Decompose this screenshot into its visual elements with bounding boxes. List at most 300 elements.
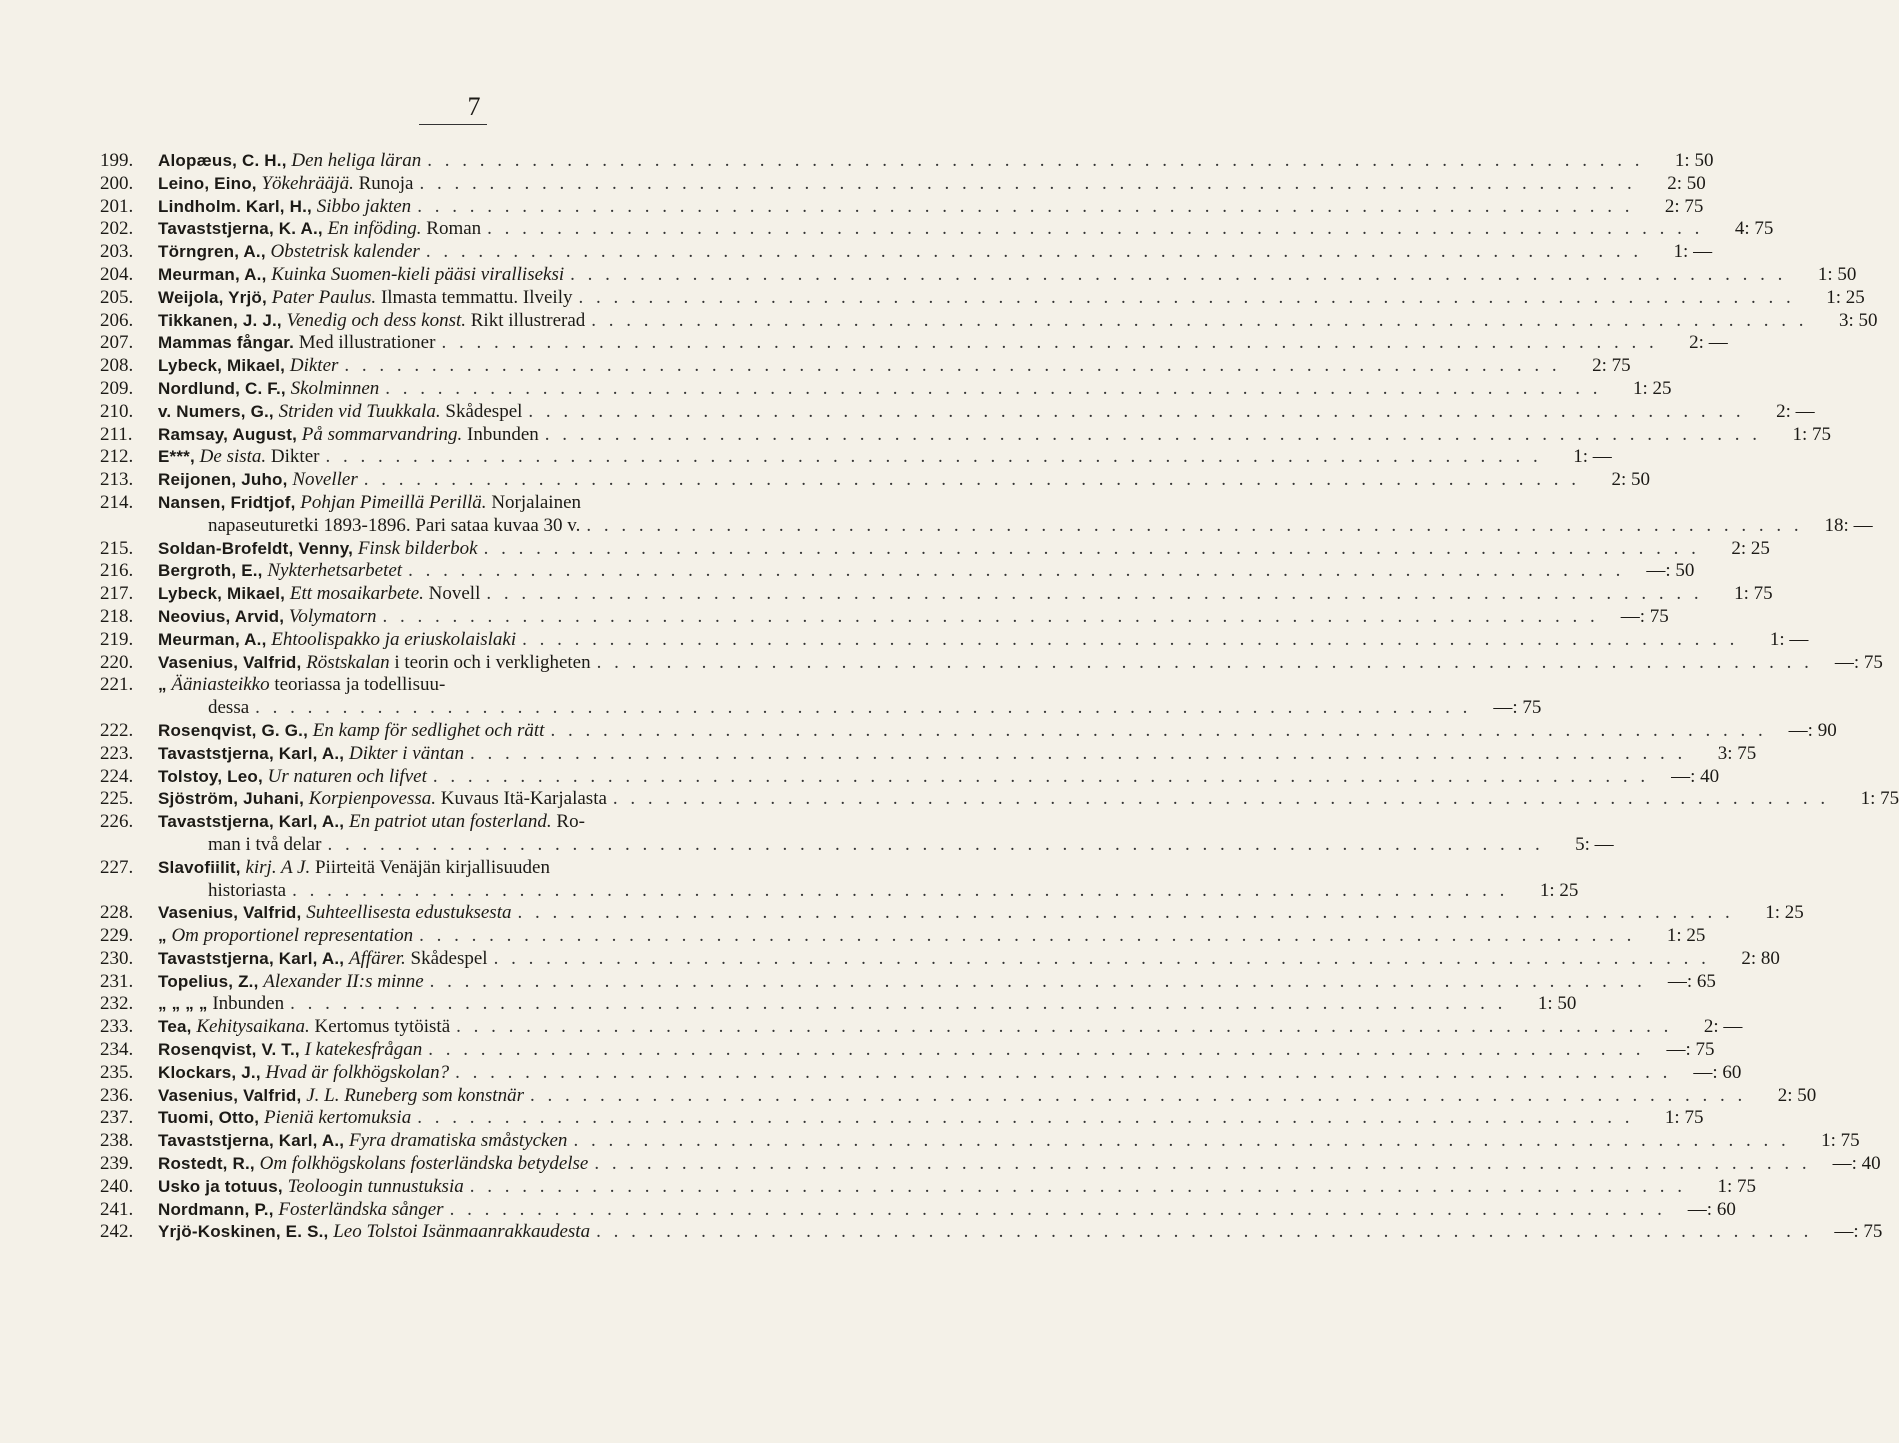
entry-text bbox=[158, 446, 319, 469]
entry-price: 3: 50 bbox=[1838, 309, 1878, 331]
entry-author: Ramsay, August, bbox=[158, 424, 298, 444]
leader-dots bbox=[481, 218, 1703, 241]
entry-price: —: 50 bbox=[1646, 560, 1695, 582]
entry-number: 201. bbox=[100, 195, 134, 217]
leader-dots bbox=[284, 993, 1506, 1016]
leader-dots bbox=[464, 743, 1686, 766]
page-number-rule bbox=[419, 124, 487, 125]
entry-text bbox=[158, 469, 358, 492]
entry-title: Pohjan Pimeillä Perillä. bbox=[300, 491, 487, 513]
entry-price: 1: 50 bbox=[1674, 150, 1714, 171]
entry-title: Fyra dramatiska småstycken bbox=[348, 1130, 568, 1152]
entry-number: 241. bbox=[100, 1198, 134, 1220]
catalogue-entry bbox=[100, 491, 1873, 538]
entry-number: 235. bbox=[100, 1061, 134, 1083]
entry-author: Rosenqvist, G. G., bbox=[158, 720, 309, 740]
leader-dots bbox=[424, 971, 1646, 994]
entry-title: Om folkhögskolans fosterländska betydelse bbox=[259, 1153, 589, 1175]
entry-title: Dikter i väntan bbox=[348, 742, 464, 764]
entry-number: 218. bbox=[100, 605, 134, 627]
entry-description: Piirteitä Venäjän kirjallisuuden bbox=[314, 856, 550, 878]
entry-title: En inföding. bbox=[327, 218, 422, 240]
entry-title: Ett mosaikarbete. bbox=[289, 583, 424, 605]
entry-author: „ bbox=[158, 926, 167, 946]
leader-dots bbox=[516, 629, 1738, 652]
entry-author: Tolstoy, Leo, bbox=[158, 766, 263, 786]
catalogue-entry bbox=[100, 1061, 1742, 1085]
entry-description: Dikter bbox=[270, 446, 320, 468]
entry-number: 216. bbox=[100, 560, 134, 582]
entry-number: 233. bbox=[100, 1016, 134, 1038]
entry-description: Rikt illustrerad bbox=[470, 309, 586, 331]
leader-dots bbox=[338, 355, 1560, 378]
catalogue-entry bbox=[100, 605, 1669, 629]
entry-price: —: 40 bbox=[1832, 1153, 1881, 1175]
entry-text bbox=[158, 1107, 411, 1130]
page-number: 7 bbox=[467, 92, 481, 121]
entry-price: 1: 25 bbox=[1539, 879, 1579, 901]
entry-text bbox=[158, 492, 581, 515]
entry-author: v. Numers, G., bbox=[158, 401, 274, 421]
entry-number: 226. bbox=[100, 811, 134, 833]
entry-description: Inbunden bbox=[212, 993, 285, 1015]
entry-price: 2: — bbox=[1703, 1016, 1743, 1038]
entry-price: —: 60 bbox=[1693, 1061, 1742, 1083]
catalogue-entry bbox=[100, 1039, 1715, 1062]
entry-number: 231. bbox=[100, 970, 134, 992]
entry-text bbox=[158, 424, 539, 447]
leader-dots bbox=[450, 1016, 1672, 1039]
entry-author: Alopæus, C. H., bbox=[158, 151, 287, 170]
entry-title: Ääniasteikko bbox=[171, 674, 270, 696]
entry-text bbox=[158, 606, 377, 629]
entry-author: „ „ „ „ bbox=[158, 994, 208, 1014]
catalogue-entry bbox=[100, 150, 1714, 173]
entry-text bbox=[158, 1016, 450, 1039]
entry-title: Ehtoolispakko ja eriuskolaislaki bbox=[271, 628, 517, 650]
entry-description: Ilmasta temmattu. Ilveily bbox=[380, 286, 573, 308]
entry-author: Bergroth, E., bbox=[158, 561, 263, 581]
catalogue-entry bbox=[100, 993, 1577, 1016]
catalogue-entry bbox=[100, 423, 1832, 447]
entry-text bbox=[158, 310, 585, 333]
entry-text bbox=[158, 378, 379, 401]
entry-price: 1: 25 bbox=[1666, 925, 1706, 947]
catalogue-entry bbox=[100, 241, 1713, 264]
catalogue-entry bbox=[100, 925, 1706, 948]
entry-number: 212. bbox=[100, 446, 134, 468]
entry-title: Ur naturen och lifvet bbox=[267, 765, 427, 787]
entry-price: 2: — bbox=[1689, 332, 1728, 354]
entry-text bbox=[158, 218, 481, 241]
entry-description: Kertomus tytöistä bbox=[314, 1016, 451, 1038]
entry-author: Neovius, Arvid, bbox=[158, 606, 285, 626]
entry-number: 219. bbox=[100, 628, 134, 650]
entry-number: 222. bbox=[100, 719, 134, 741]
entry-price: 2: 25 bbox=[1731, 537, 1770, 559]
leader-dots bbox=[377, 606, 1599, 629]
entry-author: Usko ja totuus, bbox=[158, 1176, 283, 1196]
catalogue-entry bbox=[100, 537, 1770, 561]
catalogue-entry bbox=[100, 263, 1857, 287]
entry-continuation: napaseuturetki 1893-1896. Pari sataa kuvaa 30 v. bbox=[208, 514, 581, 536]
entry-text bbox=[158, 1221, 590, 1244]
catalogue-entry bbox=[100, 332, 1728, 355]
entry-price: —: 65 bbox=[1667, 970, 1716, 992]
entry-number: 203. bbox=[100, 241, 134, 263]
entry-author: Lybeck, Mikael, bbox=[158, 584, 286, 604]
leader-dots bbox=[358, 469, 1580, 492]
entry-number: 223. bbox=[100, 742, 134, 764]
entry-title: Suhteellisesta edustuksesta bbox=[306, 902, 512, 924]
catalogue-entry bbox=[100, 765, 1720, 789]
catalogue-entry bbox=[100, 446, 1612, 469]
leader-dots bbox=[580, 515, 1802, 538]
entry-number: 206. bbox=[100, 309, 134, 331]
catalogue-entry bbox=[100, 309, 1878, 333]
entry-author: Slavofiilit, bbox=[158, 857, 241, 877]
entry-price: 1: 75 bbox=[1717, 1175, 1756, 1197]
entry-author: Nordmann, P., bbox=[158, 1199, 274, 1219]
leader-dots bbox=[588, 1153, 1810, 1176]
entry-author: Yrjö-Koskinen, E. S., bbox=[158, 1222, 329, 1242]
catalogue-entry bbox=[100, 286, 1865, 310]
entry-author: Vasenius, Valfrid, bbox=[158, 903, 302, 923]
leader-dots bbox=[321, 834, 1543, 857]
entry-description: Runoja bbox=[358, 172, 414, 194]
entry-title: Venedig och dess konst. bbox=[286, 309, 466, 331]
catalogue-entry bbox=[100, 195, 1704, 219]
entry-text bbox=[158, 264, 564, 287]
entry-text bbox=[158, 196, 411, 219]
entry-author: Topelius, Z., bbox=[158, 971, 259, 991]
entry-description: Ro- bbox=[556, 811, 585, 833]
entry-price: —: 75 bbox=[1620, 605, 1669, 627]
leader-dots bbox=[544, 720, 1766, 743]
leader-dots bbox=[488, 948, 1710, 971]
entry-price: 3: 75 bbox=[1717, 742, 1757, 764]
entry-description: Novell bbox=[428, 583, 481, 605]
entry-title: Volymatorn bbox=[288, 605, 377, 627]
leader-dots bbox=[422, 1039, 1644, 1062]
entry-title: Pater Paulus. bbox=[271, 286, 377, 308]
catalogue-entry bbox=[100, 742, 1757, 766]
entry-text bbox=[158, 948, 488, 971]
catalogue-entry bbox=[100, 1016, 1743, 1039]
entry-number: 228. bbox=[100, 902, 134, 924]
leader-dots bbox=[444, 1199, 1666, 1222]
entry-title: Hvad är folkhögskolan? bbox=[265, 1061, 450, 1083]
leader-dots bbox=[411, 196, 1633, 219]
entry-title: Leo Tolstoi Isänmaanrakkaudesta bbox=[333, 1221, 591, 1243]
entry-text bbox=[158, 1062, 449, 1085]
entry-author: Tavaststjerna, K. A., bbox=[158, 219, 323, 239]
entry-price: —: 75 bbox=[1834, 1221, 1883, 1243]
entry-price: 2: 50 bbox=[1667, 172, 1706, 194]
catalogue-entry bbox=[100, 400, 1815, 424]
entry-text bbox=[158, 150, 421, 173]
entry-author: Vasenius, Valfrid, bbox=[158, 652, 302, 672]
entry-number: 224. bbox=[100, 765, 134, 787]
entry-text bbox=[158, 811, 585, 834]
catalogue-entry bbox=[100, 218, 1774, 241]
entry-title: Den heliga läran bbox=[291, 150, 422, 171]
entry-author: Meurman, A., bbox=[158, 629, 267, 649]
entry-description: Roman bbox=[426, 218, 482, 240]
leader-dots bbox=[411, 1107, 1633, 1130]
entry-title: Sibbo jakten bbox=[316, 195, 412, 217]
entry-price: 1: 50 bbox=[1817, 263, 1857, 285]
entry-number: 209. bbox=[100, 377, 134, 399]
entry-number: 237. bbox=[100, 1107, 134, 1129]
entry-number: 200. bbox=[100, 172, 134, 194]
catalogue-entry bbox=[100, 1153, 1881, 1176]
entry-author: Rostedt, R., bbox=[158, 1154, 255, 1174]
entry-text bbox=[158, 925, 413, 948]
entry-description: Med illustrationer bbox=[298, 332, 436, 354]
entry-number: 204. bbox=[100, 263, 134, 285]
leader-dots bbox=[590, 1221, 1812, 1244]
leader-dots bbox=[591, 652, 1813, 675]
entry-text bbox=[158, 1199, 444, 1222]
entry-author: Meurman, A., bbox=[158, 264, 267, 284]
entry-price: 2: 50 bbox=[1777, 1084, 1817, 1106]
entry-continuation: man i två delar bbox=[208, 833, 322, 855]
entry-price: 1: 75 bbox=[1664, 1107, 1704, 1129]
leader-dots bbox=[420, 241, 1642, 264]
entry-number: 202. bbox=[100, 218, 134, 240]
leader-dots bbox=[413, 173, 1635, 196]
catalogue-entry bbox=[100, 172, 1706, 196]
entry-description: teoriassa ja todellisuu- bbox=[274, 674, 446, 696]
catalogue-entry bbox=[100, 856, 1579, 903]
entry-number: 214. bbox=[100, 491, 134, 513]
leader-dots bbox=[522, 401, 1744, 424]
entry-author: „ bbox=[158, 675, 167, 695]
catalogue-entry bbox=[100, 469, 1650, 492]
entry-text bbox=[158, 720, 544, 743]
entry-price: 2: 50 bbox=[1611, 469, 1650, 491]
entry-text bbox=[158, 993, 284, 1016]
leader-dots bbox=[319, 446, 1541, 469]
entry-text bbox=[158, 241, 420, 264]
leader-dots bbox=[413, 925, 1635, 948]
entry-price: 2: 75 bbox=[1592, 355, 1631, 377]
entry-number: 234. bbox=[100, 1039, 134, 1061]
entry-number: 238. bbox=[100, 1130, 134, 1152]
entry-title: I katekesfrågan bbox=[304, 1039, 423, 1061]
catalogue-entry bbox=[100, 1198, 1736, 1222]
entry-number: 225. bbox=[100, 788, 134, 810]
entry-price: 18: — bbox=[1824, 514, 1873, 536]
entry-author: Leino, Eino, bbox=[158, 173, 257, 193]
catalogue-entry bbox=[100, 719, 1837, 743]
entry-price: 1: 75 bbox=[1860, 788, 1899, 810]
entry-title: Om proportionel representation bbox=[171, 925, 414, 947]
leader-dots bbox=[249, 697, 1471, 720]
entry-author: Törngren, A., bbox=[158, 242, 266, 262]
entry-description: Skådespel bbox=[445, 400, 523, 422]
entry-author: Lybeck, Mikael, bbox=[158, 356, 286, 376]
entry-number: 211. bbox=[100, 423, 133, 445]
entry-text bbox=[158, 1176, 464, 1199]
entry-price: 1: — bbox=[1573, 446, 1612, 468]
entry-text bbox=[158, 674, 445, 697]
entry-description: Norjalainen bbox=[491, 491, 581, 513]
leader-dots bbox=[435, 332, 1657, 355]
entry-title: Nykterhetsarbetet bbox=[267, 560, 403, 582]
entry-author: Tikkanen, J. J., bbox=[158, 310, 282, 330]
entry-number: 208. bbox=[100, 355, 134, 377]
entry-title: Obstetrisk kalender bbox=[270, 241, 420, 263]
entry-text bbox=[158, 560, 402, 583]
entry-price: —: 60 bbox=[1687, 1198, 1736, 1220]
entry-price: —: 90 bbox=[1788, 719, 1837, 741]
entry-price: —: 75 bbox=[1666, 1039, 1715, 1061]
entry-price: —: 75 bbox=[1493, 697, 1542, 719]
entry-price: 1: 50 bbox=[1537, 993, 1577, 1015]
entry-text bbox=[158, 1130, 567, 1153]
leader-dots bbox=[539, 424, 1761, 447]
entry-price: 2: 80 bbox=[1741, 947, 1780, 969]
entry-text bbox=[158, 788, 607, 811]
entry-text bbox=[158, 332, 435, 355]
leader-dots bbox=[449, 1062, 1671, 1085]
leader-dots bbox=[567, 1130, 1789, 1153]
leader-dots bbox=[464, 1176, 1686, 1199]
entry-price: 1: 75 bbox=[1734, 583, 1773, 605]
entry-title: Yökehrääjä. bbox=[261, 172, 354, 194]
entry-author: Tavaststjerna, Karl, A., bbox=[158, 743, 345, 763]
entry-text bbox=[158, 173, 413, 196]
entry-title: De sista. bbox=[199, 446, 267, 468]
entry-title: Finsk bilderbok bbox=[357, 537, 478, 559]
entry-text bbox=[158, 538, 478, 561]
entry-author: Nordlund, C. F., bbox=[158, 378, 286, 398]
catalogue-entry bbox=[100, 970, 1716, 994]
entry-number: 220. bbox=[100, 651, 134, 673]
entry-text bbox=[158, 902, 511, 925]
entry-text bbox=[158, 743, 464, 766]
entry-author: Soldan-Brofeldt, Venny, bbox=[158, 538, 354, 558]
catalogue-entry bbox=[100, 674, 1542, 720]
entry-author: Tea, bbox=[158, 1017, 192, 1037]
entry-number: 227. bbox=[100, 856, 134, 878]
entry-author: Tavaststjerna, Karl, A., bbox=[158, 812, 345, 832]
entry-description: Inbunden bbox=[467, 423, 539, 445]
entry-number: 242. bbox=[100, 1221, 134, 1243]
entry-text bbox=[158, 971, 424, 994]
entry-author: Sjöström, Juhani, bbox=[158, 789, 305, 809]
catalogue-entry bbox=[100, 811, 1614, 857]
entry-title: En patriot utan fosterland. bbox=[348, 811, 552, 833]
entry-price: 1: 25 bbox=[1632, 377, 1672, 399]
leader-dots bbox=[572, 287, 1794, 310]
entry-price: 1: 75 bbox=[1792, 423, 1832, 445]
entry-price: 1: 75 bbox=[1821, 1130, 1860, 1152]
entry-price: 2: 75 bbox=[1664, 195, 1704, 217]
entry-title: Kehitysaikana. bbox=[196, 1016, 310, 1038]
entry-price: 2: — bbox=[1776, 400, 1815, 422]
entry-number: 213. bbox=[100, 469, 134, 491]
entry-price: 1: — bbox=[1769, 628, 1809, 650]
catalogue-entry bbox=[100, 1107, 1704, 1130]
entry-price: 1: — bbox=[1673, 241, 1713, 263]
entry-number: 232. bbox=[100, 993, 134, 1015]
entry-continuation: historiasta bbox=[208, 879, 287, 901]
entry-number: 217. bbox=[100, 583, 134, 605]
entry-text bbox=[158, 1085, 524, 1108]
entry-author: Rosenqvist, V. T., bbox=[158, 1040, 300, 1060]
leader-dots bbox=[564, 264, 1786, 287]
entry-author: E***, bbox=[158, 447, 195, 467]
entry-author: Reijonen, Juho, bbox=[158, 470, 288, 490]
entry-number: 236. bbox=[100, 1084, 134, 1106]
leader-dots bbox=[286, 880, 1508, 903]
entry-title: Affärer. bbox=[348, 947, 406, 969]
catalogue-entry bbox=[100, 902, 1804, 925]
entry-text bbox=[158, 652, 591, 675]
catalogue-entry bbox=[100, 628, 1809, 652]
entry-author: Lindholm. Karl, H., bbox=[158, 196, 312, 216]
entry-text bbox=[158, 401, 522, 424]
entry-price: —: 40 bbox=[1671, 765, 1720, 787]
entry-title: Alexander II:s minne bbox=[263, 970, 424, 992]
catalogue-entry bbox=[100, 583, 1773, 606]
catalogue-entry bbox=[100, 560, 1695, 583]
leader-dots bbox=[480, 583, 1702, 606]
entry-title: Noveller bbox=[292, 469, 358, 491]
entry-price: —: 75 bbox=[1834, 651, 1883, 673]
catalogue-entry bbox=[100, 355, 1631, 378]
entry-description: Skådespel bbox=[410, 947, 488, 969]
entry-author: Nansen, Fridtjof, bbox=[158, 492, 296, 512]
entry-continuation: dessa bbox=[208, 697, 250, 719]
entry-title: Röstskalan bbox=[306, 651, 390, 673]
entry-author: Klockars, J., bbox=[158, 1062, 261, 1082]
catalogue-entry bbox=[100, 377, 1672, 401]
entry-number: 199. bbox=[100, 150, 134, 171]
entry-number: 207. bbox=[100, 332, 134, 354]
entry-price: 5: — bbox=[1575, 833, 1614, 855]
entry-title: En kamp för sedlighet och rätt bbox=[312, 719, 545, 741]
entry-text bbox=[158, 355, 338, 378]
catalogue-entry bbox=[100, 947, 1780, 971]
entry-title: Striden vid Tuukkala. bbox=[278, 400, 441, 422]
leader-dots bbox=[607, 788, 1829, 811]
entry-title: På sommarvandring. bbox=[301, 423, 463, 445]
leader-dots bbox=[379, 378, 1601, 401]
entry-text bbox=[158, 1039, 422, 1062]
entry-author: Mammas fångar. bbox=[158, 333, 295, 353]
catalogue-entry bbox=[100, 788, 1899, 811]
catalogue-entry bbox=[100, 1221, 1883, 1244]
entry-text bbox=[158, 287, 572, 310]
entry-price: 4: 75 bbox=[1734, 218, 1774, 240]
catalogue-entry bbox=[100, 1084, 1817, 1108]
leader-dots bbox=[585, 310, 1807, 333]
entry-number: 230. bbox=[100, 947, 134, 969]
entry-author: Tuomi, Otto, bbox=[158, 1108, 260, 1128]
entry-text bbox=[158, 1153, 588, 1176]
entry-price: 1: 25 bbox=[1826, 286, 1865, 308]
entry-title: Kuinka Suomen-kieli pääsi viralliseksi bbox=[271, 263, 565, 285]
entry-author: Tavaststjerna, Karl, A., bbox=[158, 1131, 345, 1151]
entry-description: i teorin och i verkligheten bbox=[394, 651, 591, 673]
entry-text bbox=[158, 857, 550, 880]
entry-title: Fosterländska sånger bbox=[278, 1198, 444, 1220]
entry-number: 215. bbox=[100, 537, 134, 559]
